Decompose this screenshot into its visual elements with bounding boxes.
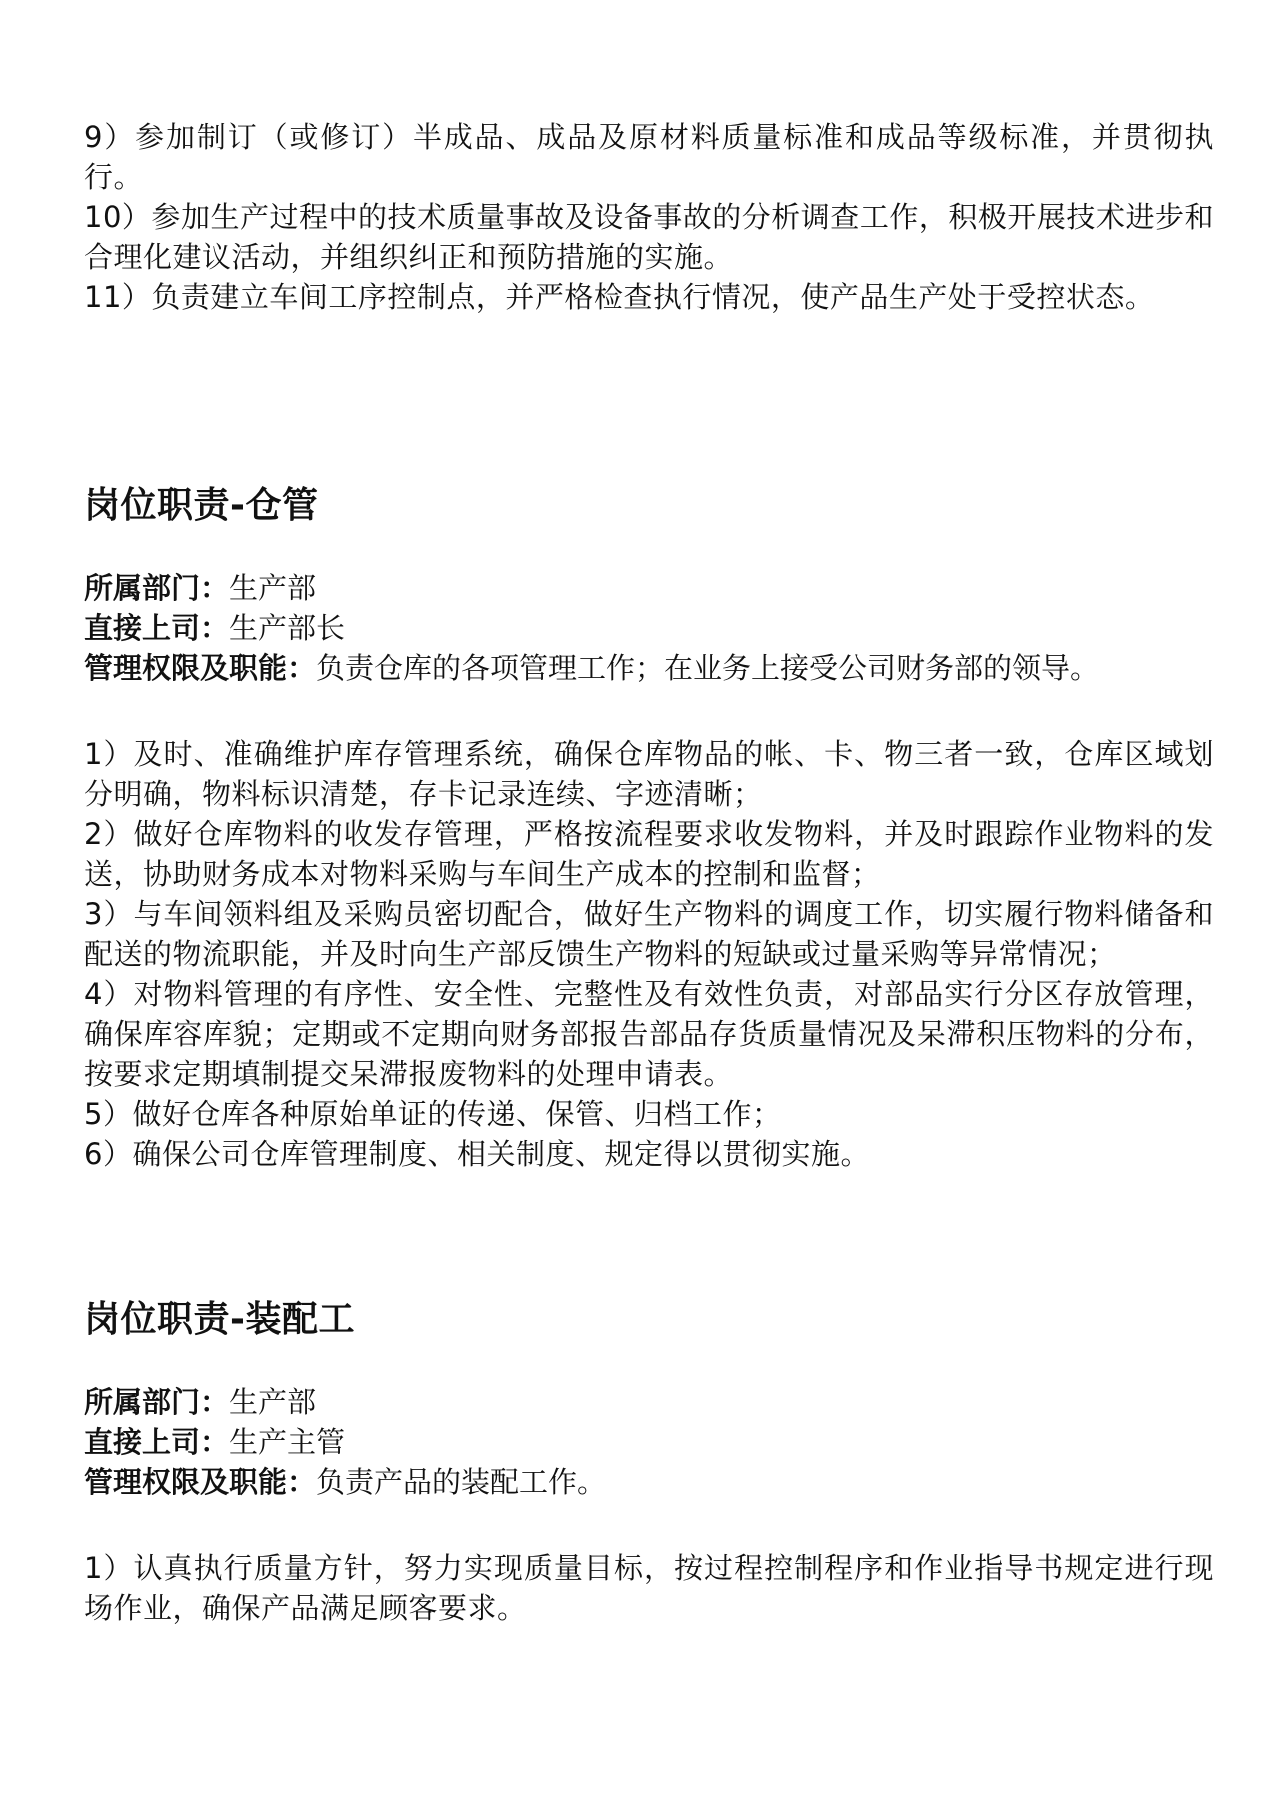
- authority-value: 负责仓库的各项管理工作；在业务上接受公司财务部的领导。: [316, 651, 1100, 685]
- list-item: 5）做好仓库各种原始单证的传递、保管、归档工作；: [84, 1097, 782, 1131]
- department-value: 生产部: [229, 1385, 317, 1419]
- warehouse-meta: [84, 568, 1214, 688]
- supervisor-value: 生产部长: [229, 611, 346, 645]
- authority-label: 管理权限及职能：: [84, 651, 317, 685]
- assembler-duty-list: [84, 1548, 1214, 1628]
- list-item: 6）确保公司仓库管理制度、相关制度、规定得以贯彻实施。: [84, 1137, 870, 1171]
- department-label: 所属部门：: [84, 571, 230, 605]
- list-item: 3）与车间领料组及采购员密切配合，做好生产物料的调度工作，切实履行物料储备和配送的物流职能，并及时向生产部反馈生产物料的短缺或过量采购等异常情况；: [84, 897, 1214, 971]
- authority-line: [84, 648, 1214, 688]
- supervisor-line: [84, 1422, 1214, 1462]
- supervisor-label: 直接上司：: [84, 611, 230, 645]
- warehouse-duty-list: [84, 734, 1214, 1174]
- list-item: 2）做好仓库物料的收发存管理，严格按流程要求收发物料，并及时跟踪作业物料的发送，协助财务成本对物料采购与车间生产成本的控制和监督；: [84, 817, 1214, 891]
- list-item: 4）对物料管理的有序性、安全性、完整性及有效性负责，对部品实行分区存放管理，确保库容库貌；定期或不定期向财务部报告部品存货质量情况及呆滞积压物料的分布，按要求定期填制提交呆滞报废物料的处理申请表。: [84, 977, 1214, 1091]
- assembler-section-title: 岗位职责-装配工: [84, 1299, 355, 1340]
- list-item: 1）认真执行质量方针，努力实现质量目标，按过程控制程序和作业指导书规定进行现场作业，确保产品满足顾客要求。: [84, 1551, 1214, 1625]
- department-label: 所属部门：: [84, 1385, 230, 1419]
- supervisor-value: 生产主管: [229, 1425, 346, 1459]
- list-item: 10）参加生产过程中的技术质量事故及设备事故的分析调查工作，积极开展技术进步和合理化建议活动，并组织纠正和预防措施的实施。: [84, 200, 1214, 274]
- authority-value: 负责产品的装配工作。: [316, 1465, 607, 1499]
- supervisor-line: [84, 608, 1214, 648]
- assembler-meta: [84, 1382, 1214, 1502]
- department-line: [84, 568, 1214, 608]
- department-value: 生产部: [229, 571, 317, 605]
- authority-label: 管理权限及职能：: [84, 1465, 317, 1499]
- list-item: 1）及时、准确维护库存管理系统，确保仓库物品的帐、卡、物三者一致，仓库区域划分明确，物料标识清楚，存卡记录连续、字迹清晰；: [84, 737, 1214, 811]
- list-item: 9）参加制订（或修订）半成品、成品及原材料质量标准和成品等级标准，并贯彻执行。: [84, 120, 1214, 194]
- authority-line: [84, 1462, 1214, 1502]
- warehouse-section-title: 岗位职责-仓管: [84, 485, 319, 526]
- supervisor-label: 直接上司：: [84, 1425, 230, 1459]
- list-item: 11）负责建立车间工序控制点，并严格检查执行情况，使产品生产处于受控状态。: [84, 280, 1155, 314]
- previous-section-list: [84, 117, 1214, 317]
- department-line: [84, 1382, 1214, 1422]
